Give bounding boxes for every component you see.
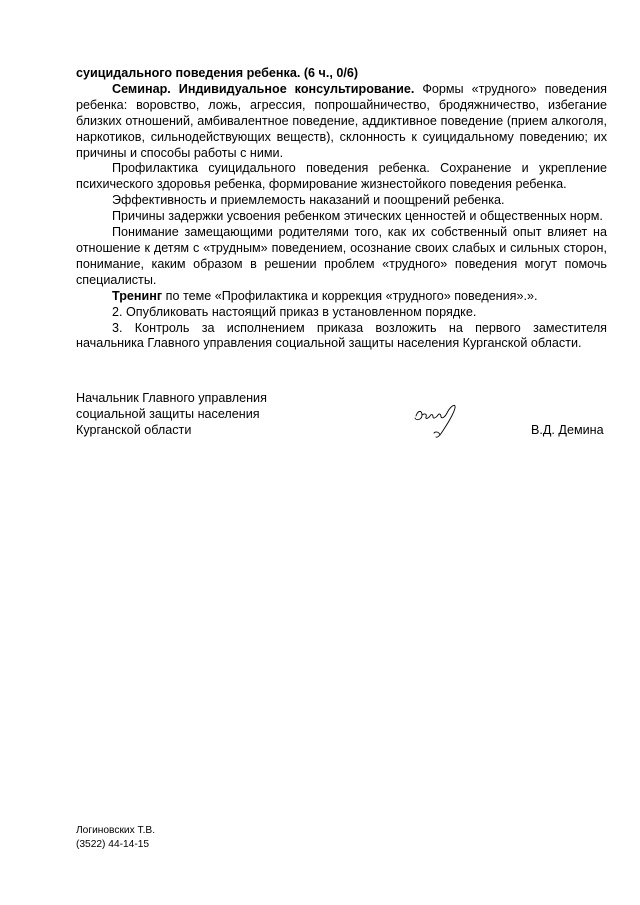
paragraph-1 [76,66,607,82]
paragraph-2-bold: Семинар. Индивидуальное консультирование. [112,81,415,96]
executor-info [76,824,155,851]
executor-name: Логиновских Т.В. [76,825,156,836]
paragraph-1-bold: суицидального поведения ребенка. (6 ч., 0/6) [76,66,359,80]
paragraph-3 [76,161,607,193]
signatory-position-line-2: социальной защиты населения [76,406,260,421]
paragraph-2-text: Формы «трудного» поведения ребенка: воровство, ложь, агрессия, попрошайничество, бродяжничество, избегание близких отношений, амбивалентное поведение, аддиктивное поведение (прием алкоголя, наркотиков, сильнодействующих веществ), склонность к суицидальному поведению; их причины и способы работы с ними. [76,81,607,160]
paragraph-3-text: Профилактика суицидального поведения ребенка. Сохранение и укрепление психического здоровья ребенка, формирование жизнестойкого поведения ребенка. [76,161,607,192]
executor-phone: (3522) 44-14-15 [76,838,150,850]
signatory-position [76,391,267,439]
signatory-position-line-3: Курганской области [76,422,192,437]
paragraph-9 [76,321,607,353]
paragraph-4 [76,193,607,209]
handwritten-signature [412,402,464,440]
paragraph-7 [76,289,607,305]
paragraph-8 [76,305,607,321]
document-body [76,66,607,352]
paragraph-5 [76,209,607,225]
paragraph-9-text: 3. Контроль за исполнением приказа возложить на первого заместителя начальника Главного управления социальной защиты населения Курганской области. [76,320,607,351]
paragraph-8-text: 2. Опубликовать настоящий приказ в установленном порядке. [112,304,477,319]
paragraph-4-text: Эффективность и приемлемость наказаний и поощрений ребенка. [112,193,505,208]
paragraph-6 [76,225,607,289]
paragraph-5-text: Причины задержки усвоения ребенком этических ценностей и общественных норм. [112,209,603,224]
signatory-position-line-1: Начальник Главного управления [76,391,267,405]
paragraph-7-bold: Тренинг [112,288,163,303]
paragraph-7-text: по теме «Профилактика и коррекция «трудного» поведения».». [162,288,538,303]
signatory-name: В.Д. Демина [531,423,604,437]
paragraph-2 [76,82,607,162]
paragraph-6-text: Понимание замещающими родителями того, как их собственный опыт влияет на отношение к детям с «трудным» поведением, осознание своих слабых и сильных сторон, понимание, каким образом в решении проблем «трудного» поведения могут помочь специалисты. [76,225,607,287]
